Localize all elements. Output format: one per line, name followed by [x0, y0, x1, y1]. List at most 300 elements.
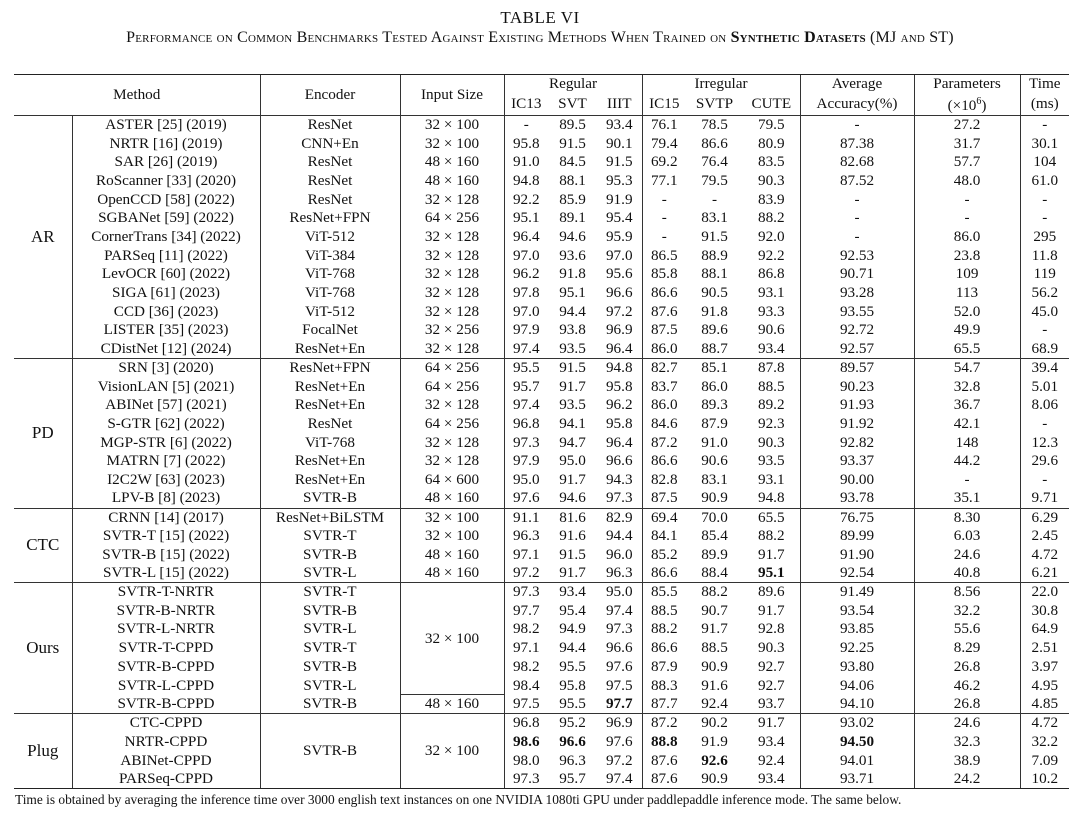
caption-main: Performance on Common Benchmarks Tested Against Existing Methods When Trained on [126, 29, 727, 46]
svtp-cell: 78.5 [686, 116, 743, 135]
ic15-cell: - [642, 228, 686, 247]
avg-cell: 93.78 [800, 489, 914, 508]
time-cell: 68.9 [1020, 340, 1069, 359]
svtp-cell: - [711, 190, 718, 208]
encoder-cell: ResNet+FPN [260, 209, 400, 228]
encoder-cell: ViT-512 [260, 302, 400, 321]
cute-cell: 83.5 [757, 153, 785, 171]
header-input-size: Input Size [400, 75, 504, 116]
svtp-cell: 88.5 [701, 639, 728, 657]
input-size-cell: 48 × 160 [400, 489, 504, 508]
ic13-cell: 96.4 [504, 228, 548, 247]
iiit-cell: 96.4 [605, 433, 633, 451]
encoder-cell: SVTR-T [260, 527, 400, 546]
ic15-cell: 87.5 [642, 321, 686, 340]
iiit-cell: 95.3 [605, 171, 633, 189]
svtp-cell: 89.6 [701, 321, 728, 339]
iiit-cell: 96.4 [605, 339, 633, 357]
svt-cell: 84.5 [559, 153, 586, 171]
params-cell: 109 [914, 265, 1020, 284]
table-row [14, 153, 1069, 172]
ic13-cell: 98.2 [504, 620, 548, 639]
ic15-cell: 87.9 [642, 658, 686, 677]
encoder-cell: ResNet+En [260, 452, 400, 471]
iiit-cell: 91.9 [605, 190, 633, 208]
svtp-cell: 85.4 [701, 527, 728, 545]
method-cell: SIGA [61] (2023) [112, 284, 220, 302]
header-parameters: Parameters [914, 75, 1020, 94]
avg-cell: 93.28 [800, 284, 914, 303]
ic15-cell: 86.0 [642, 396, 686, 415]
table-row [14, 340, 1069, 359]
caption-emphasis: Synthetic Datasets [730, 29, 866, 46]
method-cell: SVTR-L-NRTR [117, 620, 215, 638]
input-size-cell: 32 × 256 [400, 321, 504, 340]
params-cell: 32.2 [914, 601, 1020, 620]
params-cell: - [914, 190, 1020, 209]
svt-cell: 91.7 [559, 470, 586, 488]
results-table [14, 74, 1069, 789]
table-row [14, 302, 1069, 321]
svtp-cell: 83.1 [701, 470, 728, 488]
cute-cell: 91.7 [743, 714, 800, 733]
cute-cell: 90.3 [757, 433, 785, 451]
cute-cell: 88.2 [757, 209, 785, 227]
ic13-cell: 95.8 [504, 134, 548, 153]
encoder-cell: ViT-384 [260, 246, 400, 265]
params-cell: 57.7 [914, 153, 1020, 172]
header-iiit: IIIT [607, 95, 632, 113]
params-cell: 8.56 [914, 583, 1020, 602]
ic15-cell: 69.4 [642, 508, 686, 527]
header-method: Method [14, 75, 260, 116]
method-cell: CCD [36] (2023) [113, 302, 219, 320]
table-row [14, 751, 1069, 770]
svt-cell: 85.9 [559, 190, 586, 208]
header-encoder: Encoder [260, 75, 400, 116]
ic13-cell: 97.0 [504, 246, 548, 265]
svtp-cell: 70.0 [686, 508, 743, 527]
time-cell: 5.01 [1020, 377, 1069, 396]
header-cute: CUTE [751, 95, 792, 113]
table-row [14, 377, 1069, 396]
params-cell: 24.6 [914, 545, 1020, 564]
ic15-cell: 76.1 [642, 116, 686, 135]
params-cell: 8.30 [914, 508, 1020, 527]
method-cell: MATRN [7] (2022) [106, 452, 226, 470]
encoder-cell: ResNet [260, 153, 400, 172]
time-cell: 7.09 [1020, 751, 1069, 770]
iiit-cell: 97.6 [605, 657, 633, 675]
avg-cell: 90.71 [800, 265, 914, 284]
ic13-cell: 97.3 [504, 770, 548, 789]
input-size-cell: 48 × 160 [400, 172, 504, 191]
time-cell: 11.8 [1020, 246, 1069, 265]
ic13-cell: 95.1 [504, 209, 548, 228]
iiit-cell: 95.8 [605, 377, 633, 395]
cute-cell: 90.6 [757, 321, 785, 339]
ic13-cell: 97.8 [504, 284, 548, 303]
iiit-cell: 97.4 [605, 601, 633, 619]
svt-cell: 93.6 [559, 246, 586, 264]
svt-cell: 89.5 [548, 116, 597, 135]
method-cell: SAR [26] (2019) [114, 153, 218, 171]
ic13-cell: 98.2 [504, 658, 548, 677]
svt-cell: 91.8 [559, 265, 586, 283]
iiit-cell: 95.8 [605, 414, 633, 432]
input-size-cell: 32 × 128 [400, 265, 504, 284]
svt-cell: 93.5 [559, 339, 586, 357]
method-cell: PARSeq-CPPD [72, 770, 260, 789]
table-row [14, 733, 1069, 752]
iiit-cell: 95.9 [605, 228, 633, 246]
method-cell: NRTR [16] (2019) [109, 134, 223, 152]
time-cell: 104 [1020, 153, 1069, 172]
params-cell: 48.0 [914, 172, 1020, 191]
params-cell: 54.7 [914, 359, 1020, 378]
cute-cell: 91.7 [757, 601, 785, 619]
svt-cell: 96.3 [559, 751, 586, 769]
encoder-cell: ResNet [260, 172, 400, 191]
input-size-cell: 32 × 100 [400, 527, 504, 546]
time-cell: 2.45 [1020, 527, 1069, 546]
cute-cell: 92.8 [757, 620, 785, 638]
group-label: AR [14, 116, 72, 359]
header-ic15: IC15 [642, 93, 686, 116]
table-row [14, 770, 1069, 789]
ic15-cell: 82.7 [642, 359, 686, 378]
cute-cell: 92.3 [757, 414, 785, 432]
avg-cell: 92.53 [800, 246, 914, 265]
ic15-cell: - [642, 209, 686, 228]
avg-cell: 89.99 [800, 527, 914, 546]
time-cell: 61.0 [1020, 172, 1069, 191]
iiit-cell: 96.3 [605, 564, 633, 582]
params-cell: 148 [914, 433, 1020, 452]
table-row [14, 265, 1069, 284]
cute-cell: 89.6 [743, 583, 800, 602]
encoder-cell: ResNet+BiLSTM [260, 508, 400, 527]
avg-cell: 87.38 [800, 134, 914, 153]
ic15-cell: 86.6 [642, 284, 686, 303]
params-cell: - [914, 471, 1020, 490]
svtp-cell: 88.2 [686, 583, 743, 602]
method-cell: CDistNet [12] (2024) [100, 339, 232, 357]
avg-cell: 93.80 [800, 658, 914, 677]
table-row [14, 564, 1069, 583]
iiit-cell: 96.9 [605, 321, 633, 339]
params-cell: 6.03 [914, 527, 1020, 546]
svtp-cell: 89.3 [701, 396, 728, 414]
params-cell: 8.29 [914, 639, 1020, 658]
svtp-cell: 91.6 [701, 676, 728, 694]
avg-cell: 93.71 [800, 770, 914, 789]
time-cell: 6.21 [1020, 564, 1069, 583]
method-cell: ABINet [57] (2021) [105, 396, 227, 414]
iiit-cell: 94.8 [597, 359, 642, 378]
time-cell: 2.51 [1020, 639, 1069, 658]
params-cell: 24.2 [914, 770, 1020, 789]
time-cell: 3.97 [1020, 658, 1069, 677]
time-cell: 9.71 [1020, 489, 1069, 508]
svtp-cell: 87.9 [701, 414, 728, 432]
iiit-cell: 95.0 [597, 583, 642, 602]
table-row [14, 620, 1069, 639]
ic15-cell: 88.3 [642, 676, 686, 695]
ic15-cell: 82.8 [642, 471, 686, 490]
cute-cell: 86.8 [757, 265, 785, 283]
header-svt: SVT [558, 95, 587, 113]
input-size-cell: 32 × 128 [400, 302, 504, 321]
header-svtp: SVTP [695, 95, 734, 113]
ic15-cell: - [642, 190, 686, 209]
time-cell: 30.8 [1020, 601, 1069, 620]
method-cell: OpenCCD [58] (2022) [97, 190, 235, 208]
iiit-cell: 97.2 [605, 302, 633, 320]
ic15-cell: 87.6 [642, 302, 686, 321]
group-label: CTC [14, 508, 72, 583]
iiit-cell: 93.4 [597, 116, 642, 135]
avg-cell: 93.37 [800, 452, 914, 471]
ic15-cell: 87.6 [642, 751, 686, 770]
input-size-cell: 32 × 128 [400, 396, 504, 415]
params-cell: 36.7 [914, 396, 1020, 415]
cute-cell: 88.5 [757, 377, 785, 395]
input-size-cell: 32 × 128 [400, 190, 504, 209]
header-ic13: IC13 [504, 93, 548, 116]
ic15-cell: 87.5 [642, 489, 686, 508]
method-cell: VisionLAN [5] (2021) [97, 377, 235, 395]
ic13-cell: 95.0 [504, 471, 548, 490]
ic15-cell: 87.2 [642, 433, 686, 452]
iiit-cell: 94.3 [605, 470, 633, 488]
svtp-cell: 89.9 [701, 545, 728, 563]
svt-cell: 89.1 [559, 209, 586, 227]
ic13-cell: 97.1 [504, 545, 548, 564]
avg-cell: 91.49 [800, 583, 914, 602]
time-cell: 56.2 [1020, 284, 1069, 303]
cute-cell: 93.1 [757, 284, 785, 302]
input-size-cell: 32 × 128 [400, 433, 504, 452]
table-row [14, 471, 1069, 490]
avg-cell: 94.10 [800, 695, 914, 714]
method-cell: LPV-B [8] (2023) [111, 489, 221, 507]
table-row [14, 172, 1069, 191]
iiit-cell: 97.3 [605, 489, 633, 507]
svtp-cell: 88.4 [701, 564, 728, 582]
avg-cell: - [800, 116, 914, 135]
avg-cell: 89.57 [800, 359, 914, 378]
method-cell: LISTER [35] (2023) [103, 321, 229, 339]
iiit-cell: 96.6 [605, 284, 633, 302]
encoder-cell: FocalNet [260, 321, 400, 340]
method-cell: I2C2W [63] (2023) [107, 470, 225, 488]
params-cell: 38.9 [914, 751, 1020, 770]
ic15-cell: 86.6 [642, 564, 686, 583]
params-cell: 31.7 [914, 134, 1020, 153]
table-row [14, 190, 1069, 209]
time-cell: 10.2 [1020, 770, 1069, 789]
avg-cell: 94.01 [800, 751, 914, 770]
header-irregular: Irregular [642, 75, 800, 94]
encoder-cell: ResNet+FPN [260, 359, 400, 378]
params-cell: - [914, 209, 1020, 228]
table-row [14, 545, 1069, 564]
avg-cell: 92.54 [800, 564, 914, 583]
encoder-cell: ResNet+En [260, 340, 400, 359]
header-time: Time [1020, 75, 1069, 94]
encoder-cell: SVTR-B [260, 658, 400, 677]
svtp-cell: 92.4 [701, 695, 728, 713]
input-size-cell: 32 × 100 [400, 134, 504, 153]
ic15-cell: 86.0 [642, 340, 686, 359]
time-cell: - [1020, 471, 1069, 490]
header-time-unit: (ms) [1020, 93, 1069, 116]
svt-cell: 95.5 [559, 695, 586, 713]
method-cell: SVTR-B-CPPD [117, 695, 215, 713]
cute-cell: 65.5 [743, 508, 800, 527]
svtp-cell: 91.0 [701, 433, 728, 451]
cute-cell: 95.1 [757, 564, 785, 582]
cute-cell: 93.4 [743, 770, 800, 789]
svtp-cell: 85.1 [686, 359, 743, 378]
cute-cell: 89.2 [757, 396, 785, 414]
method-cell: MGP-STR [6] (2022) [100, 433, 232, 451]
method-cell: SVTR-B-CPPD [117, 657, 215, 675]
table-row [14, 695, 1069, 714]
ic13-cell: 92.2 [504, 190, 548, 209]
svt-cell: 94.6 [559, 489, 586, 507]
ic13-cell: 98.4 [504, 676, 548, 695]
encoder-cell: SVTR-L [260, 564, 400, 583]
cute-cell: 93.5 [757, 452, 785, 470]
time-cell: 4.72 [1020, 714, 1069, 733]
avg-cell: 94.50 [800, 733, 914, 752]
ic13-cell: 97.5 [504, 695, 548, 714]
iiit-cell: 97.0 [605, 246, 633, 264]
params-cell: 42.1 [914, 415, 1020, 434]
svt-cell: 93.8 [559, 321, 586, 339]
svtp-cell: 86.6 [701, 134, 728, 152]
table-row [14, 452, 1069, 471]
ic15-cell: 85.5 [642, 583, 686, 602]
svt-cell: 91.5 [548, 359, 597, 378]
cute-cell: 88.2 [757, 527, 785, 545]
method-cell: SVTR-B [15] (2022) [102, 545, 230, 563]
avg-cell: - [800, 228, 914, 247]
input-size-cell: 64 × 256 [400, 209, 504, 228]
svtp-cell: 90.9 [686, 770, 743, 789]
table-row [14, 658, 1069, 677]
cute-cell: 92.2 [757, 246, 785, 264]
method-cell: SVTR-L [15] (2022) [103, 564, 229, 582]
svtp-cell: 91.9 [701, 732, 728, 750]
input-size-cell: 32 × 100 [400, 508, 504, 527]
avg-cell: 91.93 [800, 396, 914, 415]
avg-cell: 93.55 [800, 302, 914, 321]
avg-cell: - [800, 209, 914, 228]
ic15-cell: 69.2 [642, 153, 686, 172]
ic13-cell: 96.3 [504, 527, 548, 546]
table-row [14, 209, 1069, 228]
encoder-cell: SVTR-T [260, 583, 400, 602]
encoder-cell: ViT-768 [260, 284, 400, 303]
time-cell: 295 [1020, 228, 1069, 247]
svtp-cell: 92.6 [701, 751, 728, 769]
table-row [14, 508, 1069, 527]
iiit-cell: 82.9 [597, 508, 642, 527]
cute-cell: 91.7 [757, 545, 785, 563]
table-number: TABLE VI [500, 8, 580, 27]
iiit-cell: 96.2 [605, 396, 633, 414]
ic13-cell: 97.9 [504, 452, 548, 471]
iiit-cell: 97.6 [605, 732, 633, 750]
table-row [14, 676, 1069, 695]
table-row [14, 489, 1069, 508]
ic13-cell: 97.3 [504, 433, 548, 452]
iiit-cell: 96.0 [605, 545, 633, 563]
input-size-cell: 64 × 600 [400, 471, 504, 490]
method-cell: LevOCR [60] (2022) [101, 265, 231, 283]
method-cell: RoScanner [33] (2020) [95, 171, 237, 189]
encoder-cell: SVTR-B [260, 601, 400, 620]
params-cell: 23.8 [914, 246, 1020, 265]
iiit-cell: 96.6 [605, 639, 633, 657]
time-cell: - [1020, 116, 1069, 135]
header-params-unit: $(\times 10^6)$ [914, 93, 1020, 116]
encoder-cell: SVTR-L [260, 676, 400, 695]
params-cell: 52.0 [914, 302, 1020, 321]
svtp-cell: 90.7 [701, 601, 728, 619]
svt-cell: 95.0 [559, 452, 586, 470]
ic15-cell: 87.7 [642, 695, 686, 714]
input-size-cell: 32 × 128 [400, 246, 504, 265]
method-cell: CTC-CPPD [72, 714, 260, 733]
encoder-cell: ViT-768 [260, 265, 400, 284]
params-cell: 55.6 [914, 620, 1020, 639]
ic15-cell: 86.6 [642, 452, 686, 471]
ic13-cell: 96.8 [504, 714, 548, 733]
svtp-cell: 86.0 [701, 377, 728, 395]
cute-cell: 92.7 [757, 657, 785, 675]
input-size-cell: 48 × 160 [400, 564, 504, 583]
time-cell: 39.4 [1020, 359, 1069, 378]
method-cell: PARSeq [11] (2022) [104, 246, 228, 264]
cute-cell: 90.3 [757, 171, 785, 189]
input-size-cell: 48 × 160 [400, 153, 504, 172]
input-size-cell: 32 × 100 [400, 583, 504, 695]
input-size-cell: 32 × 128 [400, 228, 504, 247]
table-row [14, 321, 1069, 340]
svt-cell: 81.6 [548, 508, 597, 527]
encoder-cell: SVTR-B [260, 714, 400, 789]
cute-cell: 79.5 [743, 116, 800, 135]
iiit-cell: 95.6 [605, 265, 633, 283]
svt-cell: 95.8 [559, 676, 586, 694]
table-row [14, 116, 1069, 135]
cute-cell: 93.7 [757, 695, 785, 713]
cute-cell: 90.3 [757, 639, 785, 657]
ic13-cell: 97.4 [504, 340, 548, 359]
table-row [14, 527, 1069, 546]
time-cell: 119 [1020, 265, 1069, 284]
cute-cell: 93.4 [757, 732, 785, 750]
params-cell: 86.0 [914, 228, 1020, 247]
encoder-cell: ResNet [260, 415, 400, 434]
ic13-cell: 91.1 [504, 508, 548, 527]
ic15-cell: 84.1 [642, 527, 686, 546]
svtp-cell: 83.1 [701, 209, 728, 227]
